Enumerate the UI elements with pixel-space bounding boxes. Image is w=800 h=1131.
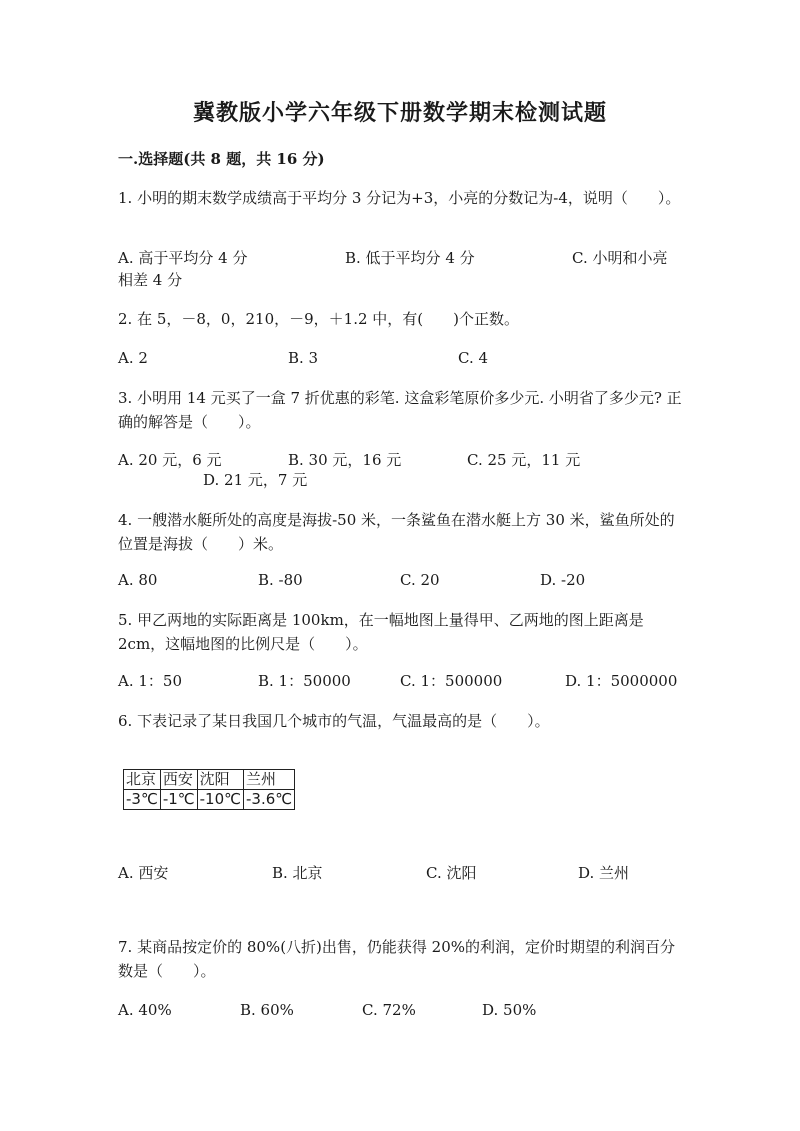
option-5c: C. 1：500000 bbox=[400, 672, 503, 690]
table-cell-city: 沈阳 bbox=[197, 770, 243, 790]
question-5: 5. 甲乙两地的实际距离是 100km，在一幅地图上量得甲、乙两地的图上距离是 2cm，这幅地图的比例尺是（ ）。 bbox=[118, 611, 644, 653]
option-7d: D. 50% bbox=[482, 1001, 537, 1019]
table-row-temps bbox=[124, 790, 295, 810]
option-3a: A. 20 元，6 元 bbox=[118, 451, 222, 469]
option-3d: D. 21 元，7 元 bbox=[203, 471, 308, 489]
question-3: 3. 小明用 14 元买了一盒 7 折优惠的彩笔. 这盒彩笔原价多少元. 小明省了多少元? 正确的解答是（ ）。 bbox=[118, 389, 682, 431]
table-cell-city: 北京 bbox=[124, 770, 161, 790]
option-6d: D. 兰州 bbox=[578, 864, 630, 882]
option-6b: B. 北京 bbox=[272, 864, 323, 882]
question-6: 6. 下表记录了某日我国几个城市的气温，气温最高的是（ ）。 bbox=[118, 712, 550, 730]
option-1c-continuation: 相差 4 分 bbox=[118, 271, 183, 289]
question-4: 4. 一艘潜水艇所处的高度是海拔-50 米，一条鲨鱼在潜水艇上方 30 米，鲨鱼所处的位置是海拔（ ）米。 bbox=[118, 511, 675, 553]
option-5d: D. 1：5000000 bbox=[565, 672, 678, 690]
option-1b: B. 低于平均分 4 分 bbox=[345, 249, 475, 267]
table-cell-city: 西安 bbox=[160, 770, 197, 790]
page-title: 冀教版小学六年级下册数学期末检测试题 bbox=[192, 100, 607, 126]
option-4c: C. 20 bbox=[400, 571, 440, 589]
option-7c: C. 72% bbox=[362, 1001, 416, 1019]
temperature-table bbox=[123, 769, 295, 810]
option-5a: A. 1：50 bbox=[118, 672, 182, 690]
option-7b: B. 60% bbox=[240, 1001, 294, 1019]
option-4b: B. -80 bbox=[258, 571, 303, 589]
option-2a: A. 2 bbox=[118, 349, 148, 367]
option-1c: C. 小明和小亮 bbox=[572, 249, 668, 267]
question-7: 7. 某商品按定价的 80%(八折)出售，仍能获得 20%的利润，定价时期望的利润百分数是（ ）。 bbox=[118, 938, 676, 980]
table-row-cities bbox=[124, 770, 295, 790]
option-3c: C. 25 元，11 元 bbox=[467, 451, 581, 469]
option-7a: A. 40% bbox=[118, 1001, 172, 1019]
option-1a: A. 高于平均分 4 分 bbox=[118, 249, 248, 267]
table-cell-temp: -1℃ bbox=[160, 790, 197, 810]
option-6c: C. 沈阳 bbox=[426, 864, 477, 882]
table-cell-city: 兰州 bbox=[243, 770, 294, 790]
option-2c: C. 4 bbox=[458, 349, 489, 367]
option-4a: A. 80 bbox=[118, 571, 158, 589]
option-5b: B. 1：50000 bbox=[258, 672, 351, 690]
option-3b: B. 30 元，16 元 bbox=[288, 451, 402, 469]
option-6a: A. 西安 bbox=[118, 864, 169, 882]
table-cell-temp: -10℃ bbox=[197, 790, 243, 810]
question-2: 2. 在 5，－8，0，210，－9，＋1.2 中，有( )个正数。 bbox=[118, 310, 519, 328]
table-cell-temp: -3.6℃ bbox=[243, 790, 294, 810]
question-1: 1. 小明的期末数学成绩高于平均分 3 分记为+3，小亮的分数记为-4，说明（ ）。 bbox=[118, 189, 681, 207]
section-heading: 一.选择题(共 8 题，共 16 分) bbox=[118, 150, 325, 168]
option-2b: B. 3 bbox=[288, 349, 319, 367]
option-4d: D. -20 bbox=[540, 571, 586, 589]
table-cell-temp: -3℃ bbox=[124, 790, 161, 810]
